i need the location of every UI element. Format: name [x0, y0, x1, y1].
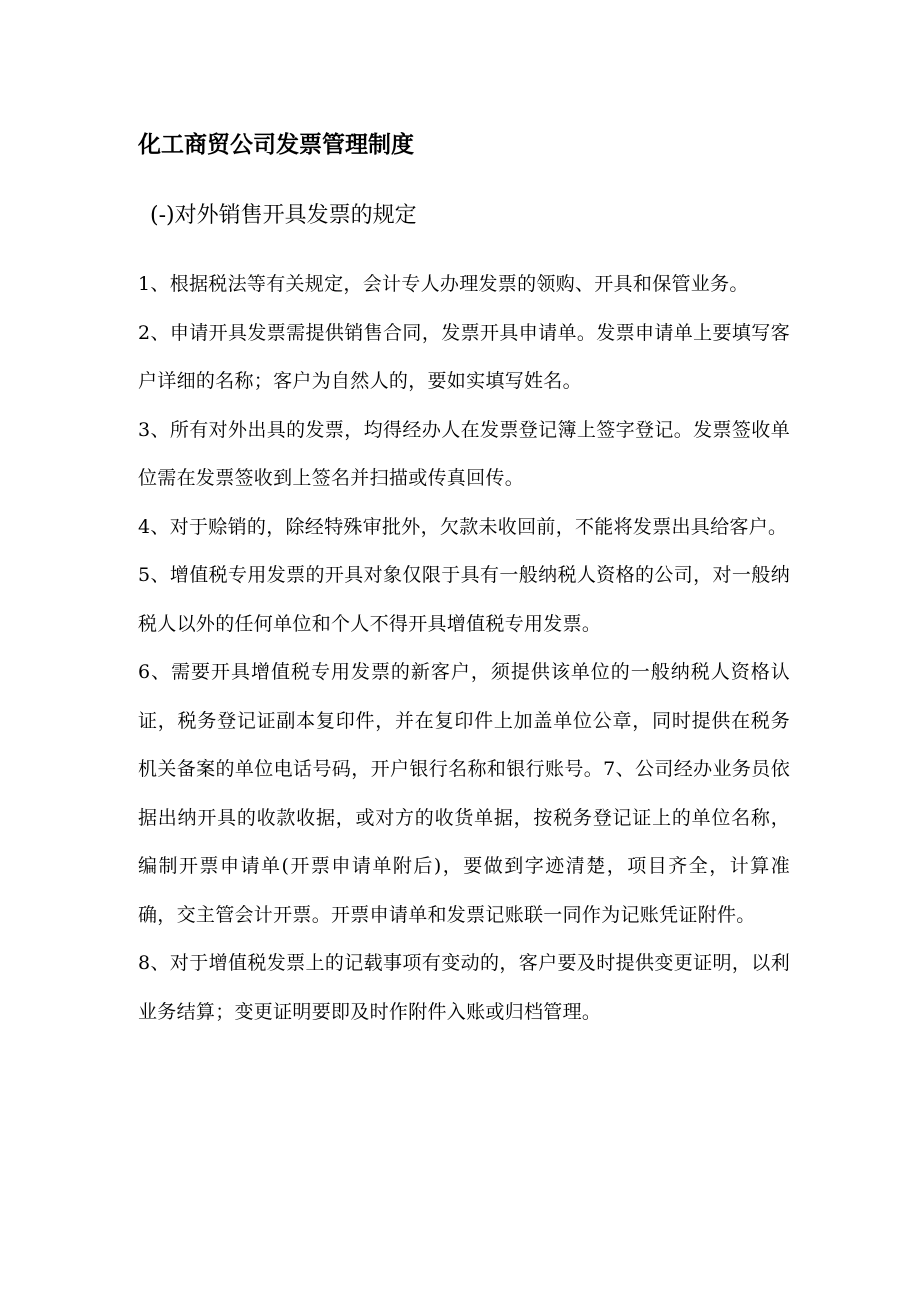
paragraph-4: 4、对于赊销的，除经特殊审批外，欠款未收回前，不能将发票出具给客户。 [138, 515, 788, 538]
paragraph-6: 6、需要开具增值税专用发票的新客户，须提供该单位的一般纳税人资格认证，税务登记证副本复印件，并在复印件上加盖单位公章，同时提供在税务机关备案的单位电话号码，开户银行名称和银行账号。7、公司经办业务员依据出纳开具的收款收据，或对方的收货单据，按税务登记证上的单位名称，编制开票申请单(开票申请单附后)，要做到字迹清楚，项目齐全，计算准确，交主管会计开票。开票申请单和发票记账联一同作为记账凭证附件。 [138, 661, 790, 926]
paragraph-1: 1、根据税法等有关规定，会计专人办理发票的领购、开具和保管业务。 [138, 273, 749, 295]
document-body [138, 260, 790, 1036]
page-title: 化工商贸公司发票管理制度 [138, 131, 414, 158]
paragraph-5: 5、增值税专用发票的开具对象仅限于具有一般纳税人资格的公司，对一般纳税人以外的任何单位和个人不得开具增值税专用发票。 [138, 564, 790, 635]
paragraph-8: 8、对于增值税发票上的记载事项有变动的，客户要及时提供变更证明，以利业务结算；变更证明要即及时作附件入账或归档管理。 [138, 952, 790, 1023]
section-heading: (-)对外销售开具发票的规定 [150, 203, 417, 228]
paragraph-2: 2、申请开具发票需提供销售合同，发票开具申请单。发票申请单上要填写客户详细的名称；客户为自然人的，要如实填写姓名。 [138, 321, 790, 392]
paragraph-3: 3、所有对外出具的发票，均得经办人在发票登记簿上签字登记。发票签收单位需在发票签收到上签名并扫描或传真回传。 [138, 418, 790, 489]
